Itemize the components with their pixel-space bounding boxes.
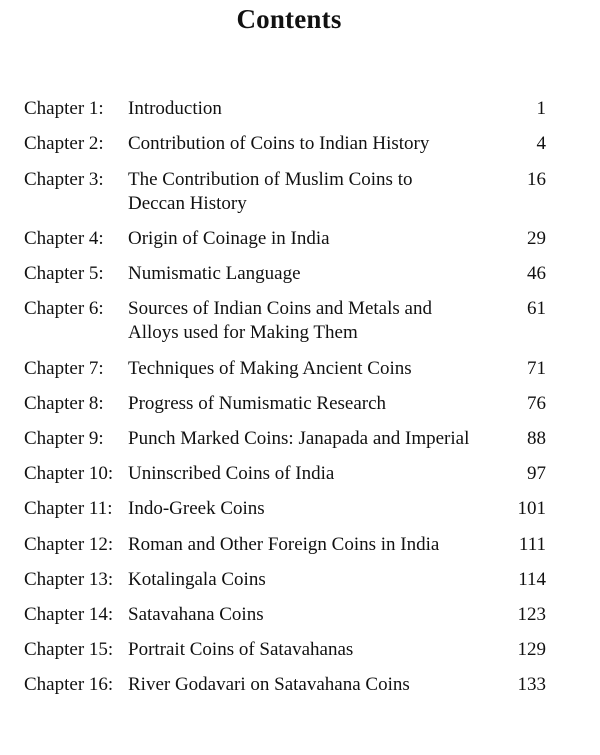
page-number: 97	[527, 463, 546, 484]
page-number: 29	[527, 228, 546, 249]
chapter-number: Chapter 5:	[24, 263, 104, 284]
toc-entry-chapter-1[interactable]	[24, 97, 550, 121]
chapter-number: Chapter 10:	[24, 463, 114, 484]
page-number: 123	[517, 604, 546, 625]
toc-entry-chapter-16[interactable]	[24, 673, 550, 697]
chapter-number: Chapter 16:	[24, 674, 114, 695]
chapter-number: Chapter 8:	[24, 393, 104, 414]
toc-entry-chapter-5[interactable]	[24, 262, 550, 286]
chapter-title: Introduction	[128, 98, 222, 119]
page-number: 1	[536, 98, 546, 119]
toc-entry-chapter-3[interactable]	[24, 168, 550, 216]
chapter-title: Portrait Coins of Satavahanas	[128, 639, 354, 660]
chapter-title: Progress of Numismatic Research	[128, 393, 387, 414]
chapter-title: The Contribution of Muslim Coins to Deccan History	[128, 169, 413, 214]
chapter-number: Chapter 4:	[24, 228, 104, 249]
page-number: 88	[527, 428, 546, 449]
page-number: 61	[527, 298, 546, 319]
chapter-number: Chapter 14:	[24, 604, 114, 625]
chapter-title: Uninscribed Coins of India	[128, 463, 335, 484]
chapter-title: Indo-Greek Coins	[128, 498, 265, 519]
chapter-number: Chapter 11:	[24, 498, 113, 519]
chapter-number: Chapter 12:	[24, 534, 114, 555]
chapter-number: Chapter 9:	[24, 428, 104, 449]
chapter-title: River Godavari on Satavahana Coins	[128, 674, 410, 695]
chapter-title: Kotalingala Coins	[128, 569, 266, 590]
page-number: 4	[536, 133, 546, 154]
toc-entry-chapter-8[interactable]	[24, 392, 550, 416]
chapter-number: Chapter 6:	[24, 298, 104, 319]
toc-entry-chapter-11[interactable]	[24, 497, 550, 521]
page-number: 76	[527, 393, 546, 414]
page-number: 101	[517, 498, 546, 519]
chapter-title: Numismatic Language	[128, 263, 301, 284]
chapter-number: Chapter 13:	[24, 569, 114, 590]
chapter-number: Chapter 2:	[24, 133, 104, 154]
toc-entry-chapter-2[interactable]	[24, 132, 550, 156]
chapter-title: Origin of Coinage in India	[128, 228, 330, 249]
toc-entry-chapter-15[interactable]	[24, 638, 550, 662]
toc-entry-chapter-6[interactable]	[24, 297, 550, 345]
chapter-number: Chapter 15:	[24, 639, 114, 660]
toc-entry-chapter-10[interactable]	[24, 462, 550, 486]
page-number: 114	[518, 569, 546, 590]
toc-entry-chapter-13[interactable]	[24, 568, 550, 592]
chapter-title: Contribution of Coins to Indian History	[128, 133, 430, 154]
page-number: 16	[527, 169, 546, 190]
page-title: Contents	[236, 4, 342, 34]
page-number: 133	[517, 674, 546, 695]
chapter-title: Roman and Other Foreign Coins in India	[128, 534, 440, 555]
toc-entry-chapter-9[interactable]	[24, 427, 550, 451]
chapter-title: Satavahana Coins	[128, 604, 264, 625]
chapter-number: Chapter 1:	[24, 98, 104, 119]
toc-entry-chapter-4[interactable]	[24, 227, 550, 251]
toc-entry-chapter-12[interactable]	[24, 533, 550, 557]
chapter-title: Techniques of Making Ancient Coins	[128, 358, 412, 379]
page-number: 46	[527, 263, 546, 284]
chapter-title: Punch Marked Coins: Janapada and Imperial	[128, 428, 470, 449]
chapter-title: Sources of Indian Coins and Metals and Alloys used for Making Them	[128, 298, 432, 343]
toc-entry-chapter-7[interactable]	[24, 357, 550, 381]
page-number: 71	[527, 358, 546, 379]
chapter-number: Chapter 7:	[24, 358, 104, 379]
page-number: 111	[518, 534, 546, 555]
toc-entry-chapter-14[interactable]	[24, 603, 550, 627]
chapter-number: Chapter 3:	[24, 169, 104, 190]
page-number: 129	[517, 639, 546, 660]
